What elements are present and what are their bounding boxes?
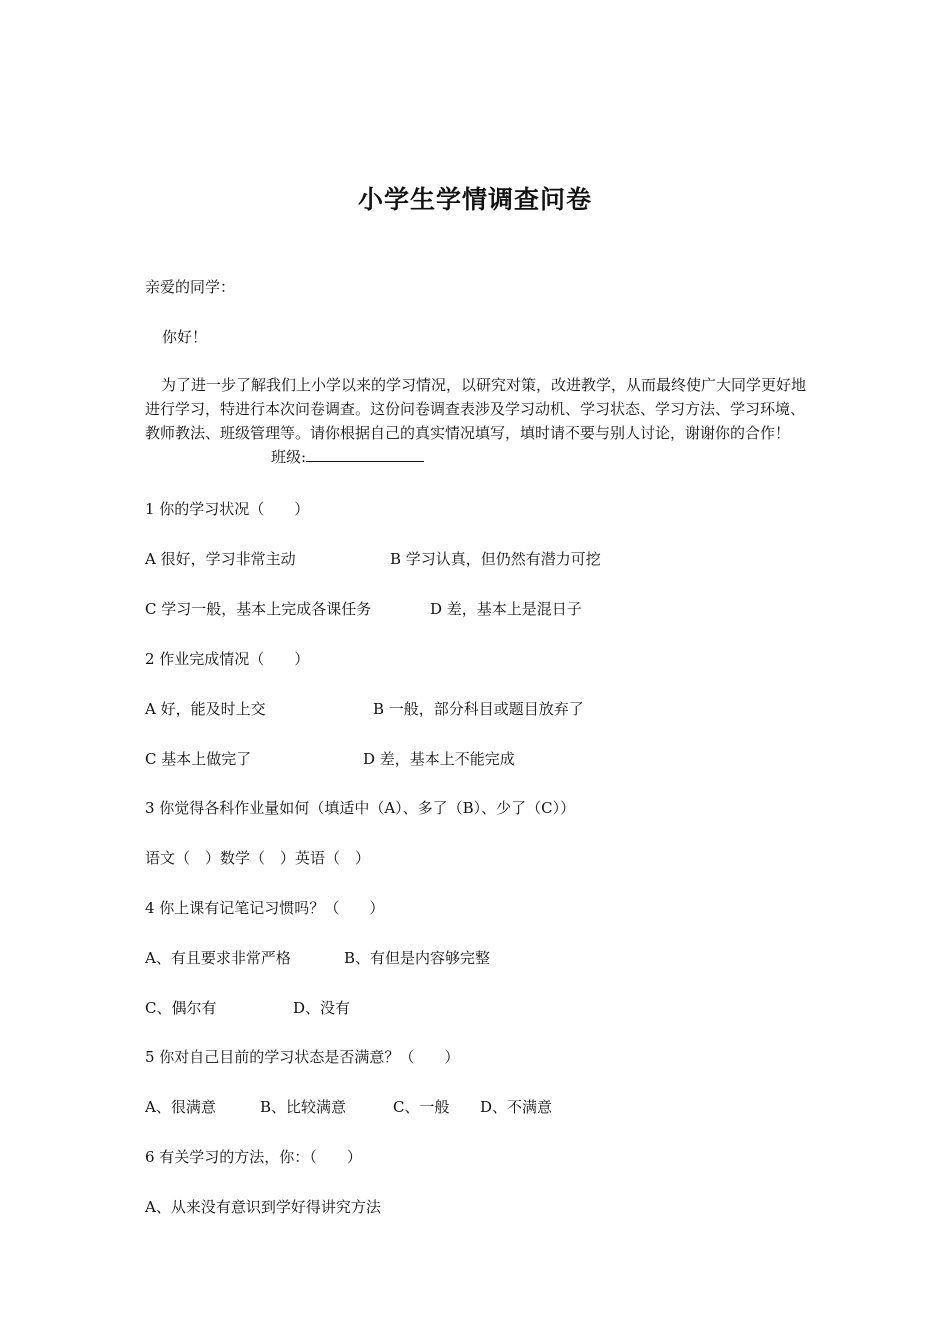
question-4-option-a: A、有且要求非常严格 xyxy=(145,949,291,967)
question-1-stem: 1 你的学习状况（ ） xyxy=(145,500,310,518)
question-1-option-a: A 很好，学习非常主动 xyxy=(145,550,296,568)
question-5-option-d: D、不满意 xyxy=(480,1098,553,1116)
intro-paragraph xyxy=(145,373,810,469)
question-4-option-b: B、有但是内容够完整 xyxy=(344,949,491,967)
question-1-option-d: D 差，基本上是混日子 xyxy=(430,600,582,618)
document-title: 小学生学情调查问卷 xyxy=(357,185,592,214)
question-5-option-c: C、一般 xyxy=(393,1098,450,1116)
question-2-option-c: C 基本上做完了 xyxy=(145,750,252,768)
question-5-option-a: A、很满意 xyxy=(145,1098,216,1116)
question-3-subjects: 语文（ ）数学（ ）英语（ ） xyxy=(145,849,371,867)
question-2-option-d: D 差，基本上不能完成 xyxy=(363,750,515,768)
question-3-stem: 3 你觉得各科作业量如何（填适中（A）、多了（B）、少了（C）） xyxy=(145,799,576,817)
question-2-option-a: A 好，能及时上交 xyxy=(145,700,266,718)
question-1-option-b: B 学习认真，但仍然有潜力可挖 xyxy=(390,550,601,568)
intro-text: 为了进一步了解我们上小学以来的学习情况，以研究对策，改进教学，从而最终使广大同学更好地进行学习，特进行本次问卷调查。这份问卷调查表涉及学习动机、学习状态、学习方法、学习环境、教师教法、班级管理等。请你根据自己的真实情况填写，填时请不要与别人讨论，谢谢你的合作！ xyxy=(145,376,807,442)
class-blank-line[interactable] xyxy=(306,445,424,462)
question-5-stem: 5 你对自己目前的学习状态是否满意？（ ） xyxy=(145,1048,460,1066)
question-4-option-d: D、没有 xyxy=(293,999,351,1017)
question-1-option-c: C 学习一般，基本上完成各课任务 xyxy=(145,600,372,618)
question-2-stem: 2 作业完成情况（ ） xyxy=(145,650,310,668)
question-6-option-a: A、从来没有意识到学好得讲究方法 xyxy=(145,1198,381,1216)
question-4-stem: 4 你上课有记笔记习惯吗？（ ） xyxy=(145,899,385,917)
salutation: 亲爱的同学： xyxy=(145,278,236,296)
greeting: 你好！ xyxy=(162,328,208,346)
class-label: 班级: xyxy=(271,448,307,466)
question-4-option-c: C、偶尔有 xyxy=(145,999,217,1017)
class-field xyxy=(255,445,424,469)
question-6-stem: 6 有关学习的方法，你：（ ） xyxy=(145,1148,362,1166)
question-2-option-b: B 一般，部分科目或题目放弃了 xyxy=(373,700,584,718)
question-5-option-b: B、比较满意 xyxy=(260,1098,347,1116)
